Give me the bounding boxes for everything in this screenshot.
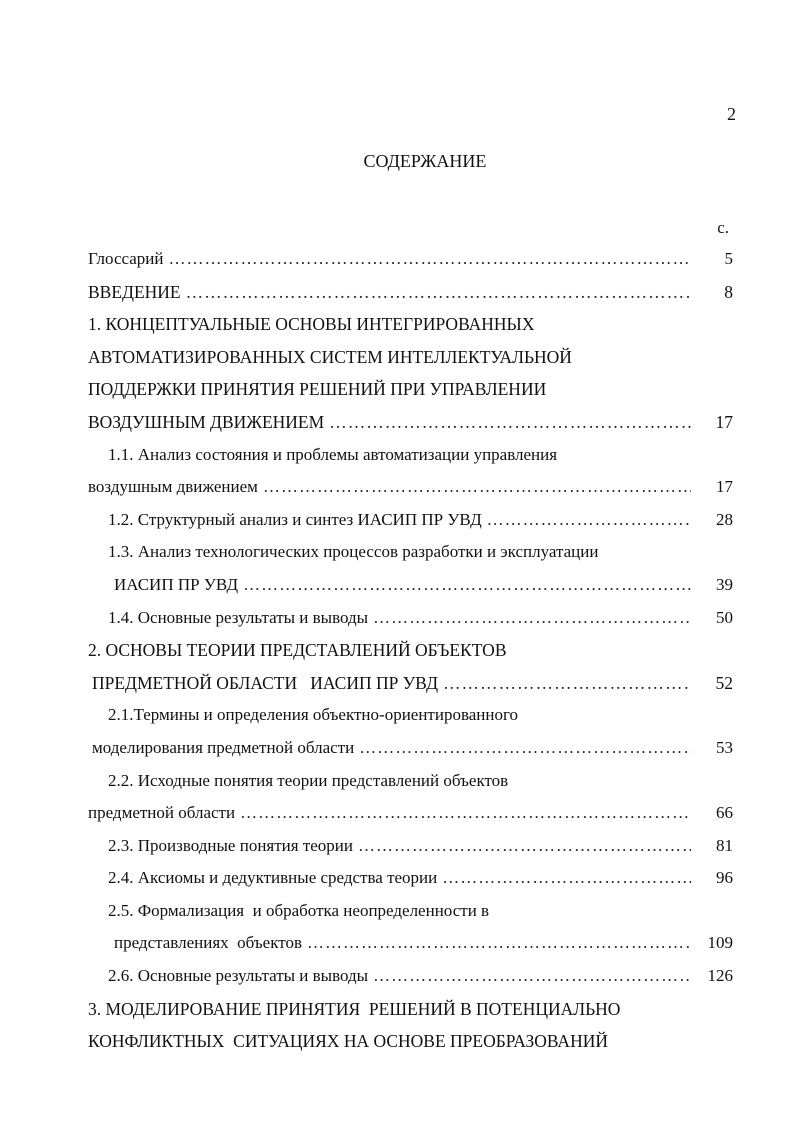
toc-entry-page: 126 bbox=[707, 966, 733, 986]
toc-entry-text: 2.2. Исходные понятия теории представлений объектов bbox=[108, 770, 509, 790]
dot-leader bbox=[373, 960, 691, 993]
toc-entry-page: 17 bbox=[716, 477, 733, 497]
toc-chapter-3-line-2[interactable] bbox=[88, 1025, 733, 1058]
toc-entry-page: 28 bbox=[716, 509, 733, 529]
toc-entry-page: 81 bbox=[716, 835, 733, 855]
dot-leader bbox=[358, 830, 691, 863]
toc-entry-text: ПРЕДМЕТНОЙ ОБЛАСТИ ИАСИП ПР УВД bbox=[92, 672, 439, 693]
toc-entry-text: 2.6. Основные результаты и выводы bbox=[108, 966, 369, 986]
toc-entry-page: 5 bbox=[724, 249, 733, 268]
toc-section-2-1-line-2[interactable] bbox=[88, 732, 733, 765]
toc-entry-text: 2.3. Производные понятия теории bbox=[108, 835, 354, 855]
toc-entry-text: ВОЗДУШНЫМ ДВИЖЕНИЕМ bbox=[88, 411, 325, 432]
toc-section-2-6[interactable] bbox=[88, 960, 733, 993]
toc-chapter-1-line-4[interactable] bbox=[88, 406, 733, 439]
toc-chapter-2-line-1[interactable] bbox=[88, 634, 733, 667]
toc-entry-text: воздушным движением bbox=[88, 477, 258, 497]
dot-leader bbox=[243, 569, 691, 602]
toc-entry-text: КОНФЛИКТНЫХ СИТУАЦИЯХ НА ОСНОВЕ ПРЕОБРАЗОВАНИЙ bbox=[88, 1031, 608, 1052]
dot-leader bbox=[329, 406, 691, 439]
toc-entry-page: 39 bbox=[716, 574, 733, 594]
toc-entry-text: ВВЕДЕНИЕ bbox=[88, 281, 181, 302]
toc-section-2-5-line-1[interactable] bbox=[88, 895, 733, 928]
toc-entry-text: предметной области bbox=[88, 803, 236, 823]
toc-entry-text: ИАСИП ПР УВД bbox=[114, 574, 239, 594]
toc-entry-text: ПОДДЕРЖКИ ПРИНЯТИЯ РЕШЕНИЙ ПРИ УПРАВЛЕНИИ bbox=[88, 379, 547, 400]
toc-entry-page: 109 bbox=[707, 933, 733, 953]
toc-entry-text: представлениях объектов bbox=[114, 933, 302, 953]
toc-entry-text: 1. КОНЦЕПТУАЛЬНЫЕ ОСНОВЫ ИНТЕГРИРОВАННЫХ bbox=[88, 314, 535, 335]
toc-entry-text: 2.5. Формализация и обработка неопределенности в bbox=[108, 900, 490, 920]
toc-entry-page: 17 bbox=[715, 411, 733, 432]
toc-entry-page: 50 bbox=[716, 607, 733, 627]
dot-leader bbox=[169, 243, 692, 276]
page-column-label: с. bbox=[717, 218, 729, 237]
toc-chapter-1-line-1[interactable] bbox=[88, 308, 733, 341]
dot-leader bbox=[263, 471, 691, 504]
toc-section-2-2-line-1[interactable] bbox=[88, 765, 733, 798]
toc-entry-introduction[interactable] bbox=[88, 276, 733, 309]
toc-entry-page: 8 bbox=[724, 281, 733, 302]
toc-entry-page: 52 bbox=[715, 672, 733, 693]
toc-chapter-1-line-2[interactable] bbox=[88, 341, 733, 374]
toc-entry-text: АВТОМАТИЗИРОВАННЫХ СИСТЕМ ИНТЕЛЛЕКТУАЛЬНОЙ bbox=[88, 346, 572, 367]
toc-section-1-1-line-1[interactable] bbox=[88, 439, 733, 472]
toc-section-2-3[interactable] bbox=[88, 830, 733, 863]
toc-section-1-3-line-1[interactable] bbox=[88, 536, 733, 569]
toc-section-2-2-line-2[interactable] bbox=[88, 797, 733, 830]
toc-section-2-1-line-1[interactable] bbox=[88, 699, 733, 732]
toc-entry-page: 53 bbox=[716, 737, 733, 757]
toc-entry-text: 3. МОДЕЛИРОВАНИЕ ПРИНЯТИЯ РЕШЕНИЙ В ПОТЕНЦИАЛЬНО bbox=[88, 998, 621, 1019]
toc-entry-page: 96 bbox=[716, 868, 733, 888]
toc-entry-text: 2.1.Термины и определения объектно-ориентированного bbox=[108, 705, 519, 725]
toc-chapter-1-line-3[interactable] bbox=[88, 373, 733, 406]
toc-entry-text: 2. ОСНОВЫ ТЕОРИИ ПРЕДСТАВЛЕНИЙ ОБЪЕКТОВ bbox=[88, 640, 507, 661]
toc-entry-text: Глоссарий bbox=[88, 249, 164, 268]
table-of-contents bbox=[88, 243, 733, 1058]
dot-leader bbox=[487, 504, 691, 537]
toc-entry-page: 66 bbox=[716, 803, 733, 823]
toc-entry-text: 1.2. Структурный анализ и синтез ИАСИП ПР УВД bbox=[108, 509, 482, 529]
dot-leader bbox=[307, 927, 691, 960]
toc-section-1-1-line-2[interactable] bbox=[88, 471, 733, 504]
page-title: СОДЕРЖАНИЕ bbox=[363, 151, 487, 171]
toc-entry-text: 1.4. Основные результаты и выводы bbox=[108, 607, 369, 627]
dot-leader bbox=[359, 732, 691, 765]
toc-entry-text: 1.3. Анализ технологических процессов разработки и эксплуатации bbox=[108, 542, 599, 562]
toc-chapter-2-line-2[interactable] bbox=[88, 667, 733, 700]
toc-section-1-4[interactable] bbox=[88, 602, 733, 635]
toc-entry-glossary[interactable] bbox=[88, 243, 733, 276]
dot-leader bbox=[443, 667, 691, 700]
toc-section-2-4[interactable] bbox=[88, 862, 733, 895]
toc-entry-text: 2.4. Аксиомы и дедуктивные средства теории bbox=[108, 868, 438, 888]
dot-leader bbox=[186, 276, 691, 309]
dot-leader bbox=[373, 602, 691, 635]
toc-section-2-5-line-2[interactable] bbox=[88, 927, 733, 960]
page-number: 2 bbox=[727, 104, 736, 124]
toc-entry-text: моделирования предметной области bbox=[92, 737, 355, 757]
dot-leader bbox=[240, 797, 691, 830]
toc-section-1-3-line-2[interactable] bbox=[88, 569, 733, 602]
toc-chapter-3-line-1[interactable] bbox=[88, 993, 733, 1026]
toc-section-1-2[interactable] bbox=[88, 504, 733, 537]
toc-entry-text: 1.1. Анализ состояния и проблемы автоматизации управления bbox=[108, 444, 558, 464]
dot-leader bbox=[442, 862, 691, 895]
